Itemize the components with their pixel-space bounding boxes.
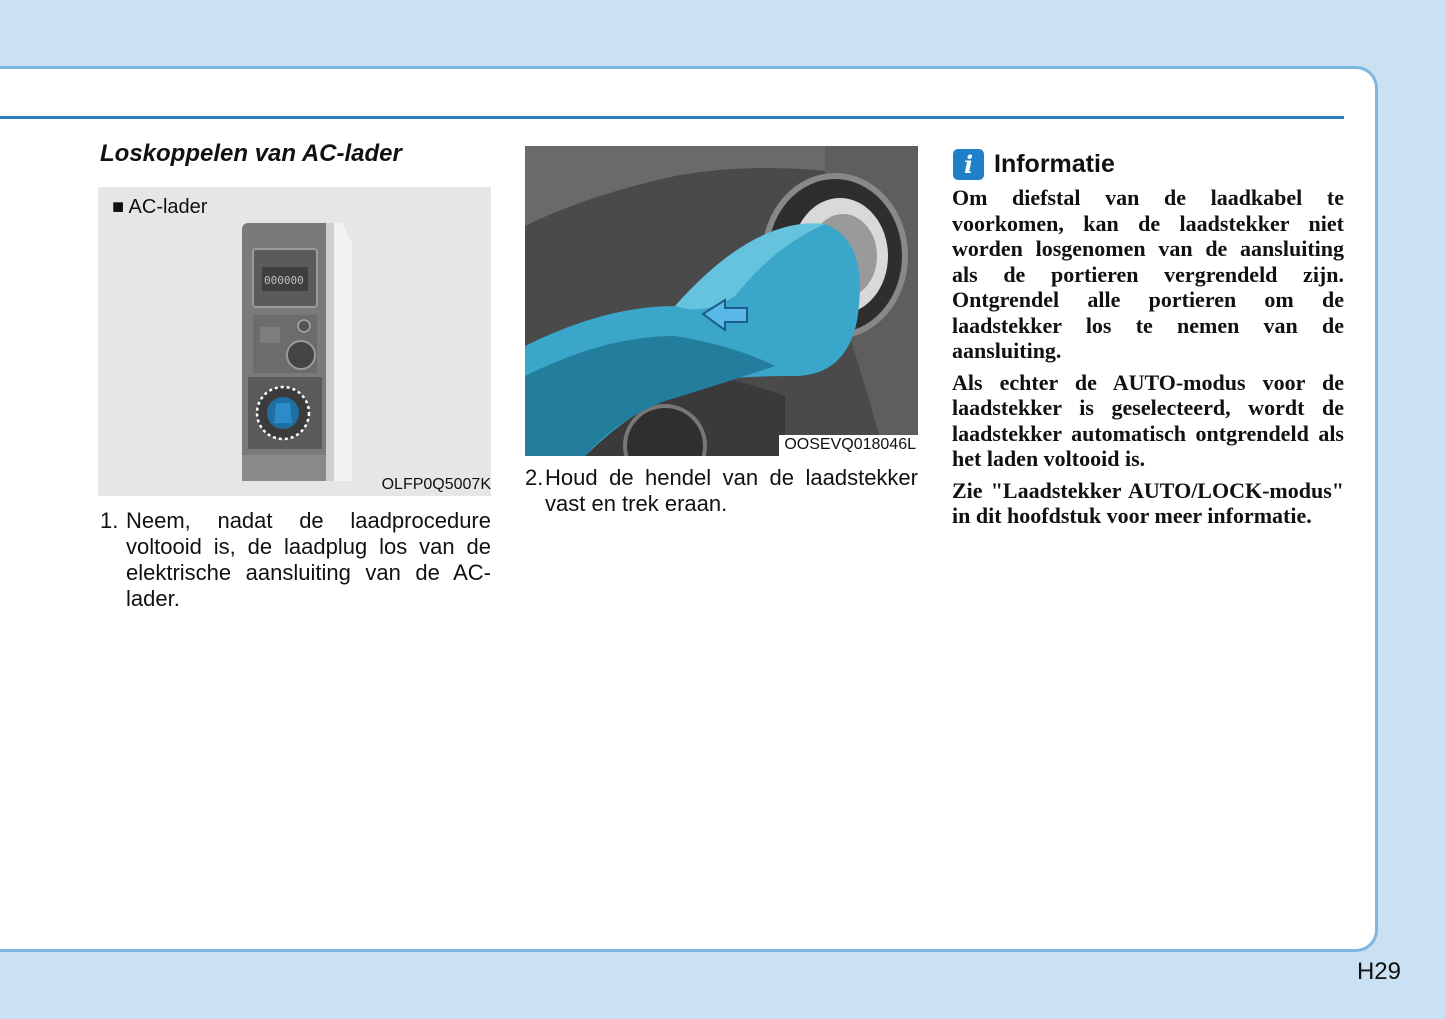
ac-charger-illustration bbox=[98, 187, 491, 496]
page-number: H29 bbox=[1356, 958, 1401, 985]
header-rule bbox=[0, 116, 1344, 119]
section-title: Loskoppelen van AC-lader bbox=[100, 140, 402, 167]
figure-caption: ■ AC-lader bbox=[112, 196, 208, 218]
info-title: Informatie bbox=[994, 149, 1115, 178]
step-1 bbox=[100, 508, 491, 612]
figure-code: OOSEVQ018046L bbox=[779, 435, 918, 456]
step-number: 2. bbox=[525, 465, 544, 490]
figure-code: OLFP0Q5007K bbox=[381, 476, 491, 493]
step-number: 1. bbox=[100, 508, 119, 533]
step-2 bbox=[525, 465, 918, 517]
step-text: Neem, nadat de laadprocedure voltooid is, de laadplug los van de elektrische aansluiting van de AC-lader. bbox=[126, 508, 491, 611]
figure-ac-charger bbox=[98, 187, 491, 496]
info-header bbox=[953, 148, 1115, 180]
info-body bbox=[952, 185, 1344, 535]
figure-charging-plug bbox=[525, 146, 918, 456]
info-icon: i bbox=[953, 149, 984, 180]
info-paragraph: Om diefstal van de laadkabel te voorkomen, kan de laadstekker niet worden losgenomen van de aansluiting als de portieren vergrendeld zijn. Ontgrendel alle portieren om de laadstekker los te nemen van de aansluiting. bbox=[952, 185, 1344, 363]
step-text: Houd de hendel van de laadstekker vast en trek eraan. bbox=[545, 465, 918, 516]
info-paragraph: Zie "Laadstekker AUTO/LOCK-modus" in dit hoofdstuk voor meer informatie. bbox=[952, 477, 1344, 528]
info-paragraph: Als echter de AUTO-modus voor de laadstekker is geselecteerd, wordt de laadstekker automatisch ontgrendeld als het laden voltooid is. bbox=[952, 369, 1344, 471]
charging-plug-illustration bbox=[525, 146, 918, 456]
svg-text:000000: 000000 bbox=[264, 274, 304, 287]
